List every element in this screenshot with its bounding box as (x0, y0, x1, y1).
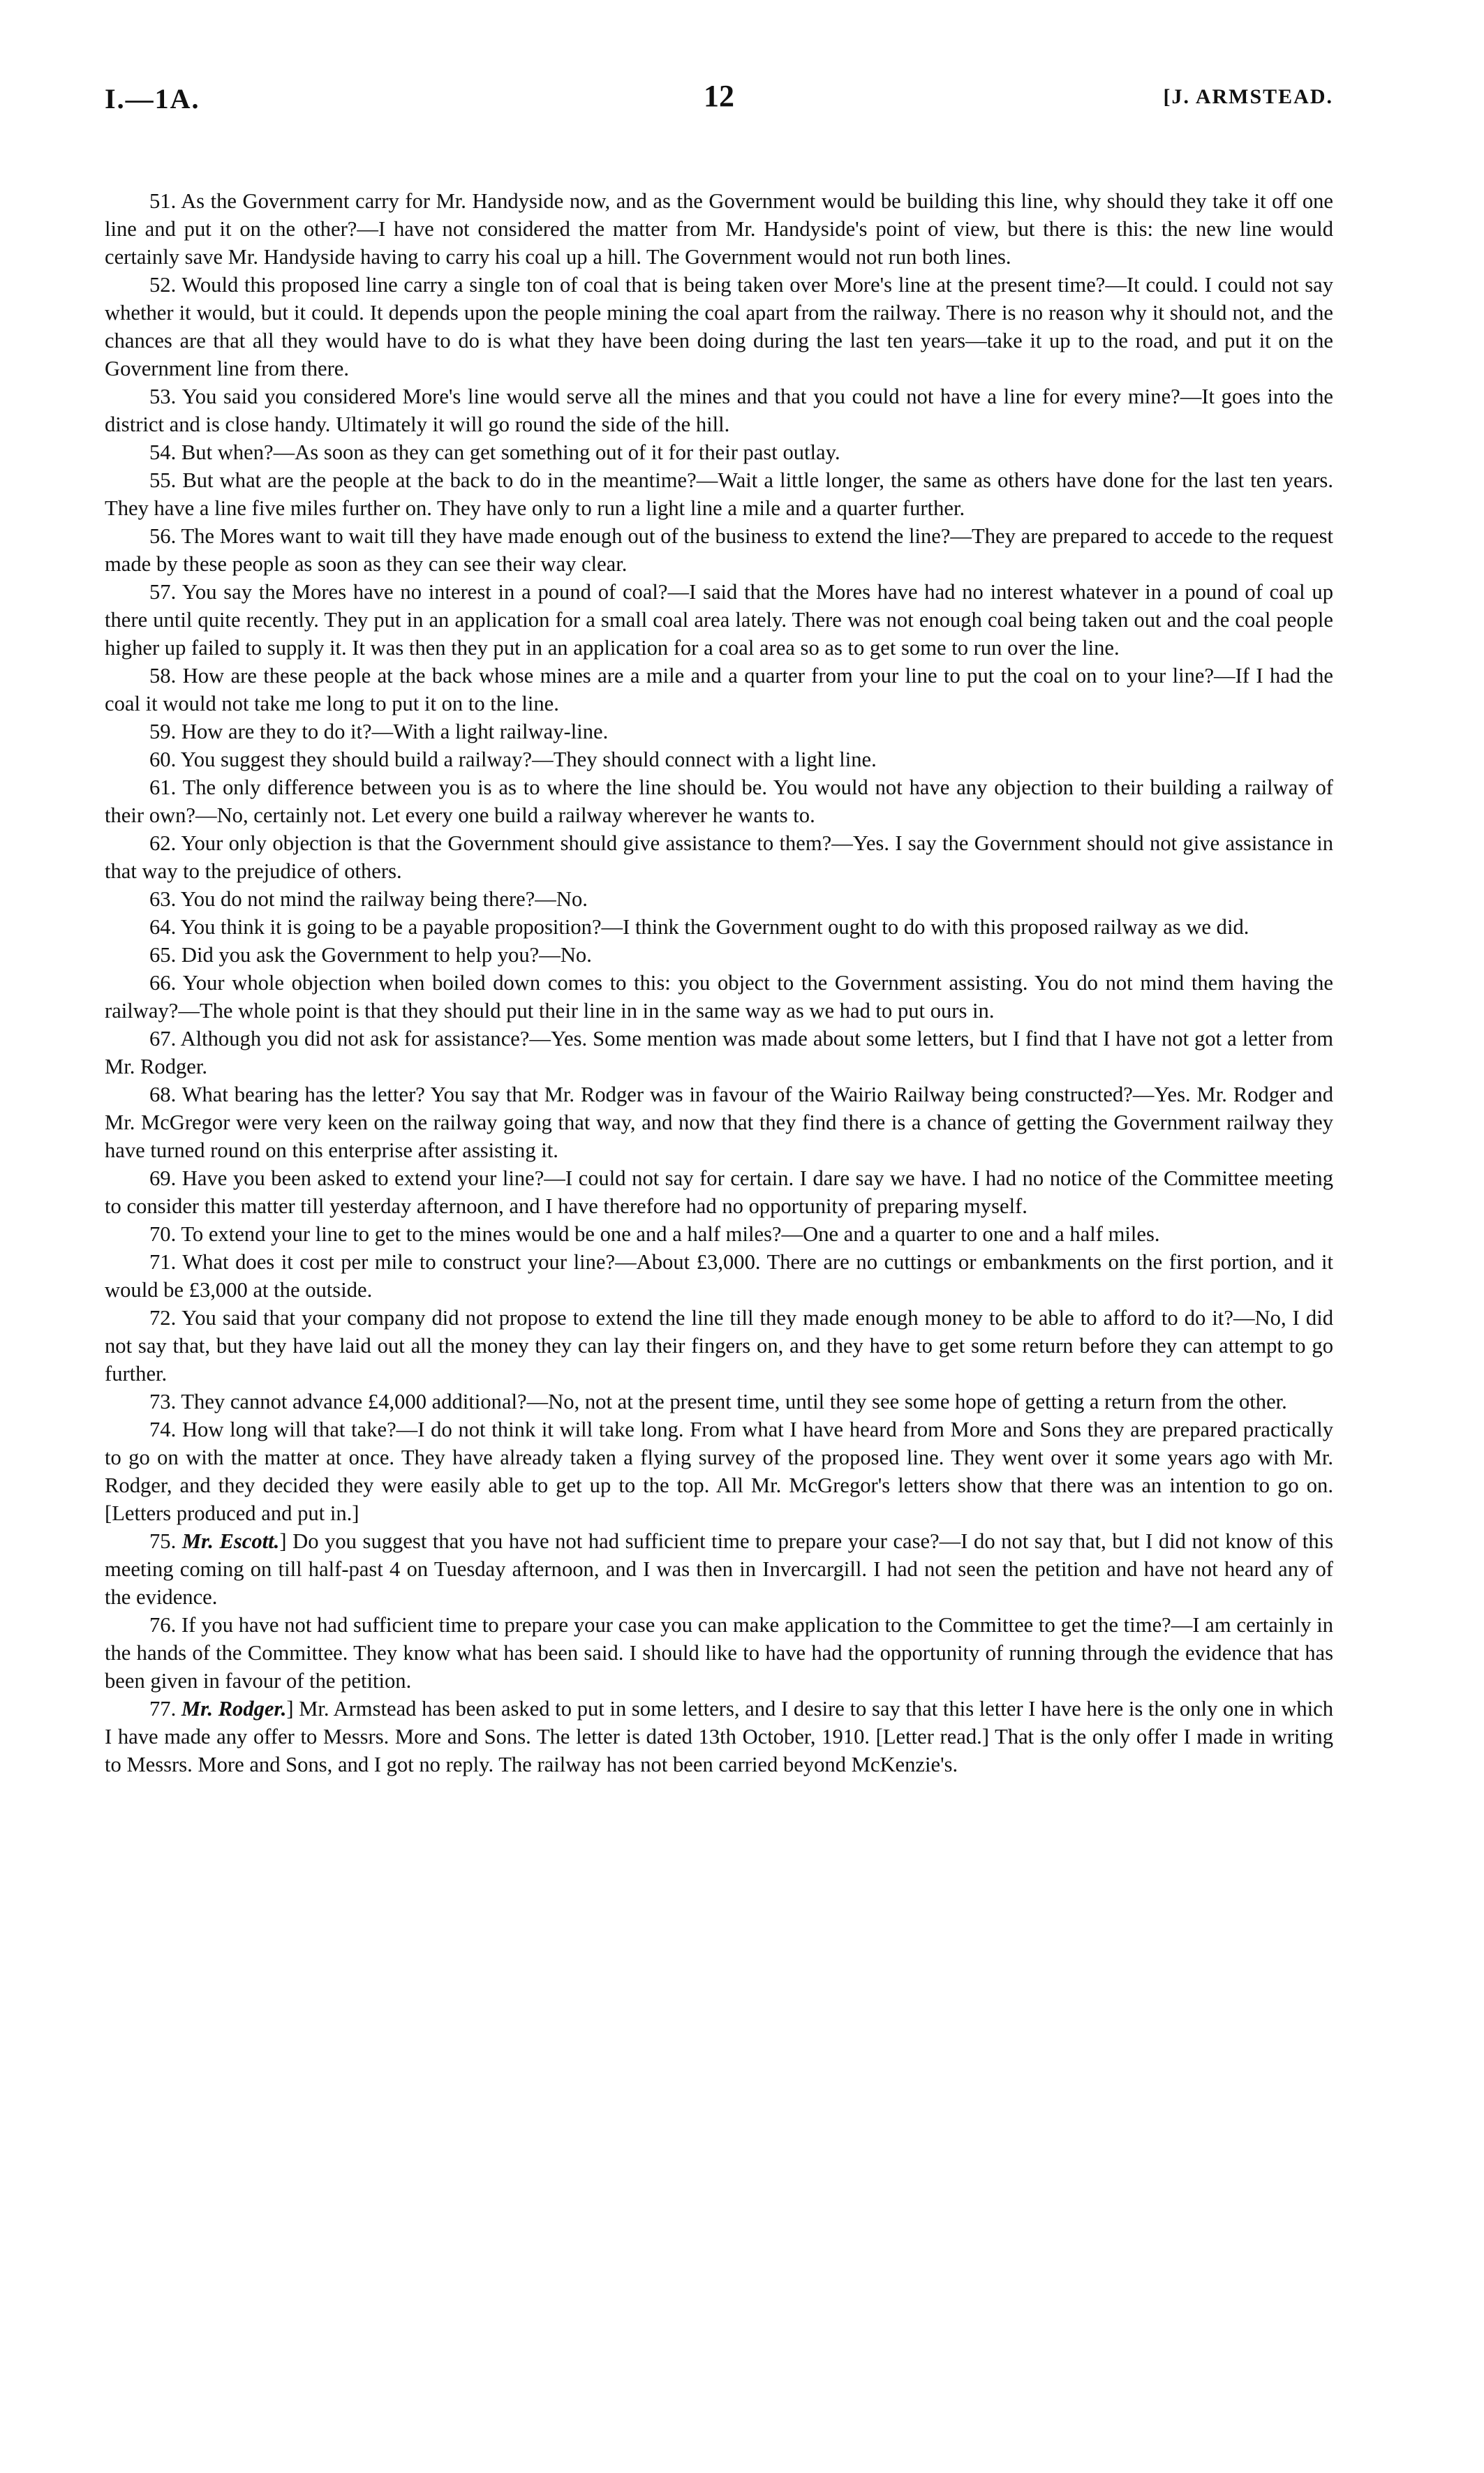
paragraph-66: 66. Your whole objection when boiled down comes to this: you object to the Government assisting. You do not mind them having the railway?—The whole point is that they should put their line in in the same way as we had to put ours in. (105, 971, 1333, 1023)
paragraph-75-text: ] Do you suggest that you have not had sufficient time to prepare your case?—I do not say that, but I did not know of this meeting coming on till half-past 4 on Tuesday afternoon, and I was then in Invercargill. I had not seen the petition and have not heard any of the evidence. (105, 1529, 1334, 1609)
paragraph-57: 57. You say the Mores have no interest in a pound of coal?—I said that the Mores have had no interest whatever in a pound of coal up there until quite recently. They put in an application for a small coal area lately. There was not enough coal being taken out and the coal people higher up failed to supply it. It was then they put in an application for a coal area so as to get some to run over the line. (105, 580, 1333, 660)
paragraph-51: 51. As the Government carry for Mr. Handyside now, and as the Government would be building this line, why should they take it off one line and put it on the other?—I have not considered the matter from Mr. Handyside's point of view, but there is this: the new line would certainly save Mr. Handyside having to carry his coal up a hill. The Government would not run both lines. (105, 189, 1333, 269)
paragraph-52: 52. Would this proposed line carry a single ton of coal that is being taken over More's line at the present time?—It could. I could not say whether it would, but it could. It depends upon the people mining the coal apart from the railway. There is no reason why it should not, and the chances are that all they would have to do is what they have been doing during the last ten years—take it up to the road, and put it on the Government line from there. (105, 273, 1333, 380)
paragraph-75-number: 75. (149, 1529, 177, 1553)
paragraph-71: 71. What does it cost per mile to construct your line?—About £3,000. There are no cuttings or embankments on the first portion, and it would be £3,000 at the outside. (105, 1250, 1333, 1302)
paragraph-64: 64. You think it is going to be a payable proposition?—I think the Government ought to do with this proposed railway as we did. (149, 915, 1249, 939)
paragraph-65: 65. Did you ask the Government to help you?—No. (149, 943, 592, 967)
paragraph-77 (105, 1695, 1333, 1778)
speaker-name: Mr. Escott. (181, 1529, 280, 1553)
paragraph-58: 58. How are these people at the back whose mines are a mile and a quarter from your line to put the coal on to your line?—If I had the coal it would not take me long to put it on to the line. (105, 664, 1333, 715)
paragraph-55: 55. But what are the people at the back to do in the meantime?—Wait a little longer, the same as others have done for the last ten years. They have a line five miles further on. They have only to run a light line a mile and a quarter further. (105, 468, 1333, 520)
paragraph-60: 60. You suggest they should build a railway?—They should connect with a light line. (149, 748, 877, 771)
paragraph-76: 76. If you have not had sufficient time to prepare your case you can make application to the Committee to get the time?—I am certainly in the hands of the Committee. They know what has been said. I should like to have had the opportunity of running through the evidence that has been given in favour of the petition. (105, 1613, 1333, 1693)
paragraph-59: 59. How are they to do it?—With a light railway-line. (149, 720, 609, 743)
paragraph-69: 69. Have you been asked to extend your line?—I could not say for certain. I dare say we have. I had no notice of the Committee meeting to consider this matter till yesterday afternoon, and I have therefore had no opportunity of preparing myself. (105, 1166, 1333, 1218)
paragraph-61: 61. The only difference between you is as to where the line should be. You would not have any objection to their building a railway of their own?—No, certainly not. Let every one build a railway wherever he wants to. (105, 775, 1333, 827)
paragraph-68: 68. What bearing has the letter? You say that Mr. Rodger was in favour of the Wairio Railway being constructed?—Yes. Mr. Rodger and Mr. McGregor were very keen on the railway going that way, and now that they find there is a chance of getting the Government railway they have turned round on this enterprise after assisting it. (105, 1083, 1333, 1162)
paragraph-77-number: 77. (149, 1697, 177, 1721)
paragraph-62: 62. Your only objection is that the Government should give assistance to them?—Yes. I say the Government should not give assistance in that way to the prejudice of others. (105, 831, 1333, 883)
document-page (105, 79, 1334, 1778)
paragraph-75 (105, 1527, 1333, 1611)
paragraph-53: 53. You said you considered More's line would serve all the mines and that you could not have a line for every mine?—It goes into the district and is close handy. Ultimately it will go round the side of the hill. (105, 385, 1333, 436)
paragraph-63: 63. You do not mind the railway being there?—No. (149, 887, 588, 911)
paragraph-70: 70. To extend your line to get to the mines would be one and a half miles?—One and a quarter to one and a half miles. (149, 1222, 1160, 1246)
paragraph-74: 74. How long will that take?—I do not think it will take long. From what I have heard from More and Sons they are prepared practically to go on with the matter at once. They have already taken a flying survey of the proposed line. They went over it some years ago with Mr. Rodger, and they decided they were easily able to get up to the top. All Mr. McGregor's letters show that there was an intention to go on. [Letters produced and put in.] (105, 1418, 1333, 1525)
paragraph-73: 73. They cannot advance £4,000 additional?—No, not at the present time, until they see some hope of getting a return from the other. (149, 1390, 1287, 1413)
paragraph-67: 67. Although you did not ask for assistance?—Yes. Some mention was made about some letters, but I find that I have not got a letter from Mr. Rodger. (105, 1027, 1333, 1078)
evidence-text (105, 187, 1333, 1778)
speaker-name: Mr. Rodger. (181, 1697, 287, 1721)
paragraph-56: 56. The Mores want to wait till they have made enough out of the business to extend the line?—They are prepared to accede to the request made by these people as soon as they can see their way clear. (105, 524, 1333, 576)
page-header (105, 79, 1333, 138)
paragraph-72: 72. You said that your company did not propose to extend the line till they made enough money to be able to afford to do it?—No, I did not say that, but they have laid out all the money they can lay their fingers on, and they have to get some return before they can attempt to go further. (105, 1306, 1333, 1386)
witness-name: [J. ARMSTEAD. (1163, 85, 1333, 108)
page-number: 12 (704, 79, 734, 113)
paper-reference: I.—1A. (105, 83, 200, 114)
paragraph-54: 54. But when?—As soon as they can get something out of it for their past outlay. (149, 440, 840, 464)
paragraph-77-text: ] Mr. Armstead has been asked to put in some letters, and I desire to say that this letter I have here is the only one in which I have made any offer to Messrs. More and Sons. The letter is dated 13th October, 1910. [Letter read.] That is the only offer I made in writing to Messrs. More and Sons, and I got no reply. The railway has not been carried beyond McKenzie's. (105, 1697, 1333, 1776)
